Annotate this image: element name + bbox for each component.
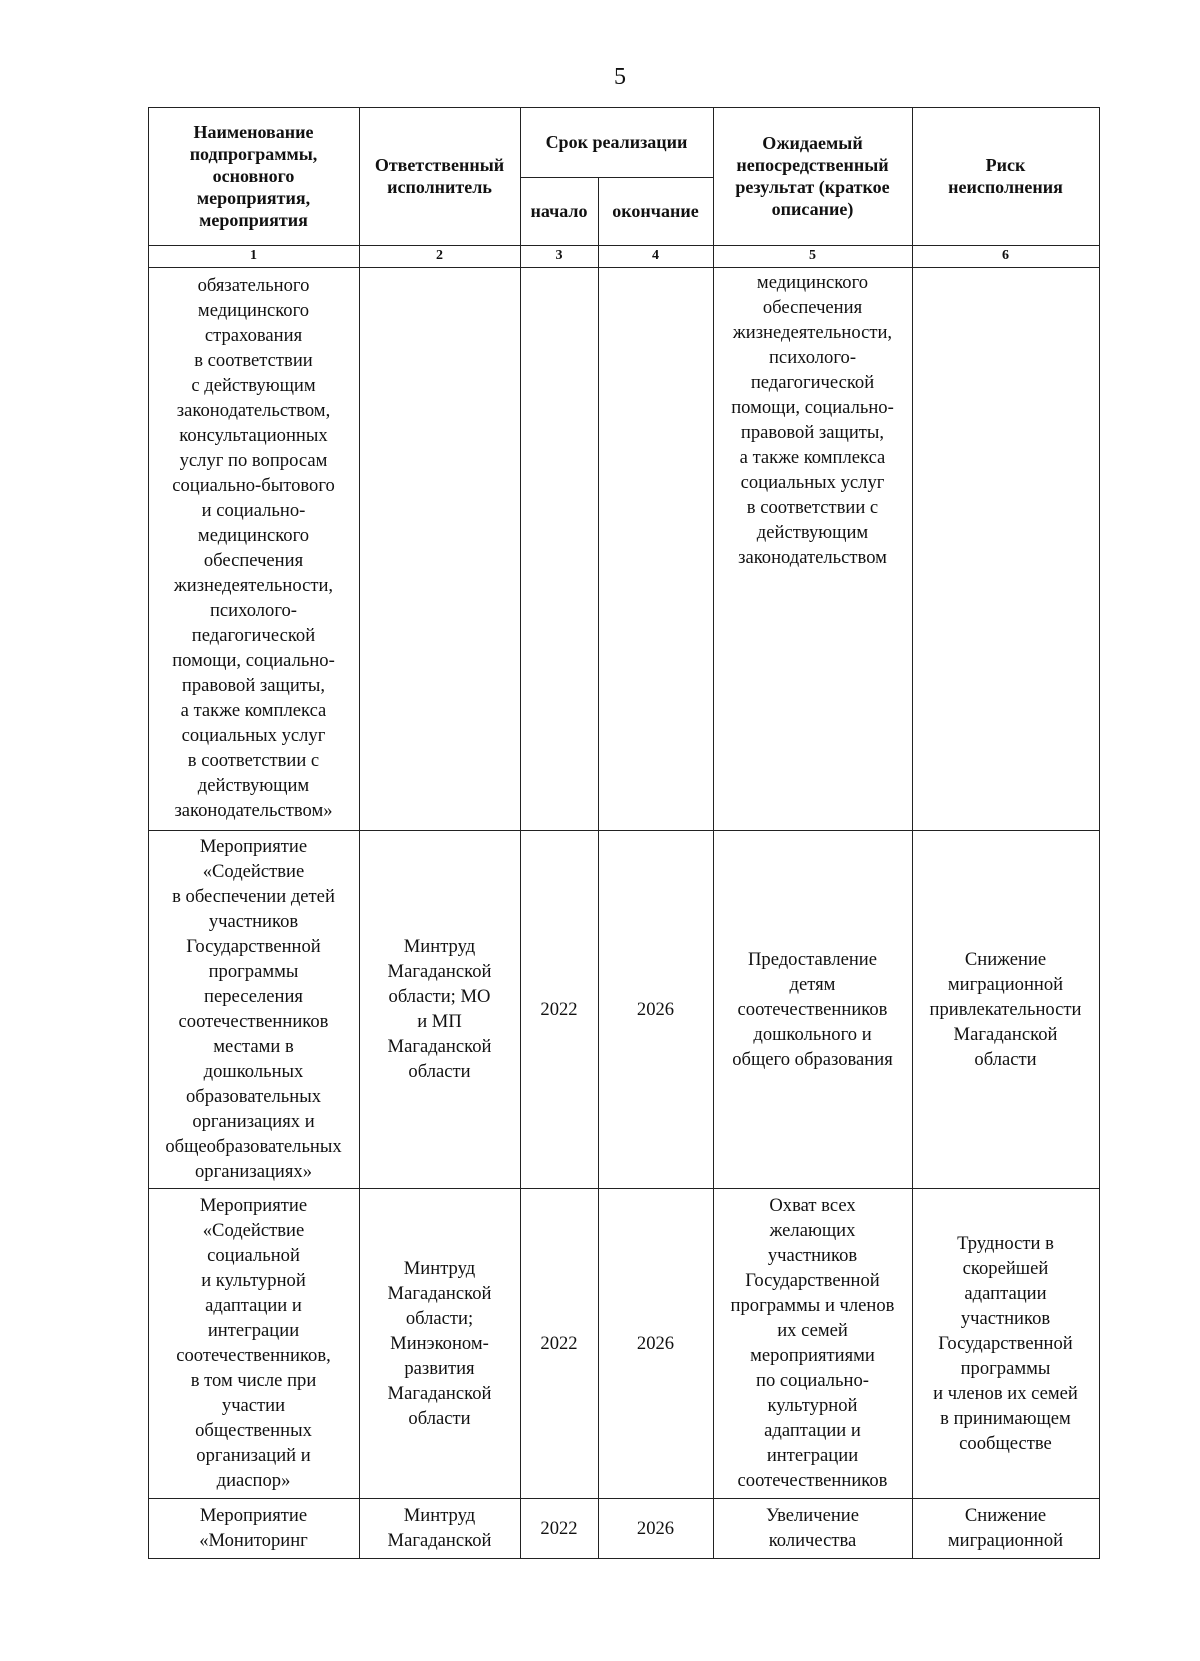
table-row-3-risk: Снижение миграционной	[947, 1505, 1064, 1551]
program-table	[148, 107, 1100, 1559]
header-executor: Ответственный исполнитель	[374, 155, 505, 197]
table-row-0-result: медицинского обеспечения жизнедеятельности, психолого- педагогической помощи, социально- правовой защиты, а также комплекса социальных услуг в соответствии с действующим законодательством	[731, 272, 894, 568]
column-number: 6	[1002, 248, 1009, 263]
table-row-3-end: 2026	[636, 1517, 675, 1539]
column-number: 4	[652, 248, 659, 263]
table-row-3-result: Увеличение количества	[766, 1505, 859, 1551]
table-row-3-executor: Минтруд Магаданской	[387, 1505, 492, 1551]
table-row-2-risk: Трудности в скорейшей адаптации участников Государственной программы и членов их семей в принимающем сообществе	[933, 1232, 1078, 1454]
table-row-1-start: 2022	[540, 998, 578, 1020]
column-number: 2	[436, 248, 443, 263]
table-row-3-name: Мероприятие «Мониторинг	[199, 1505, 308, 1551]
table-row-2-start: 2022	[540, 1332, 578, 1354]
column-number: 5	[809, 248, 816, 263]
table-row-0-name: обязательного медицинского страхования в соответствии с действующим законодательством, консультационных услуг по вопросам социально-бытового и социально- медицинского обеспечения жизнедеятельности, психолого- педагогической помощи, социально- правовой защиты, а также комплекса социальных услуг в соответствии с действующим законодательством»	[172, 275, 335, 821]
table-row-2-result: Охват всех желающих участников Государственной программы и членов их семей мероприятиями по социально- культурной адаптации и интеграции соотечественников	[730, 1195, 895, 1491]
header-risk: Риск неисполнения	[948, 155, 1063, 197]
table-row-1-risk: Снижение миграционной привлекательности Магаданской области	[929, 948, 1082, 1070]
header-result: Ожидаемый непосредственный результат (краткое описание)	[735, 133, 890, 219]
table-row-1-name: Мероприятие «Содействие в обеспечении детей участников Государственной программы переселения соотечественников местами в дошкольных образовательных организациях и общеобразовательных организациях»	[165, 836, 342, 1182]
page-number: 5	[614, 64, 626, 90]
table-row-2-executor: Минтруд Магаданской области; Минэконом- развития Магаданской области	[387, 1257, 492, 1429]
table-row-0-risk	[912, 267, 1099, 830]
table-row-1-result: Предоставление детям соотечественников дошкольного и общего образования	[732, 948, 893, 1070]
header-start: начало	[530, 201, 588, 221]
header-period: Срок реализации	[545, 132, 688, 152]
table-row-1-executor: Минтруд Магаданской области; МО и МП Магаданской области	[387, 936, 492, 1082]
table-row-2-end: 2026	[636, 1332, 675, 1354]
header-end: окончание	[612, 201, 699, 221]
header-name: Наименование подпрограммы, основного мероприятия, мероприятия	[189, 122, 318, 230]
table-row-3-start: 2022	[540, 1517, 578, 1539]
column-number: 1	[250, 248, 257, 263]
table-row-1-end: 2026	[636, 998, 675, 1020]
table-row-2-name: Мероприятие «Содействие социальной и культурной адаптации и интеграции соотечественников, в том числе при участии общественных организаций и диаспор»	[176, 1195, 331, 1491]
table-row-0-end	[598, 267, 713, 830]
column-number: 3	[555, 248, 563, 263]
table-row-0-start	[520, 267, 598, 830]
table-row-0-executor	[359, 267, 520, 830]
